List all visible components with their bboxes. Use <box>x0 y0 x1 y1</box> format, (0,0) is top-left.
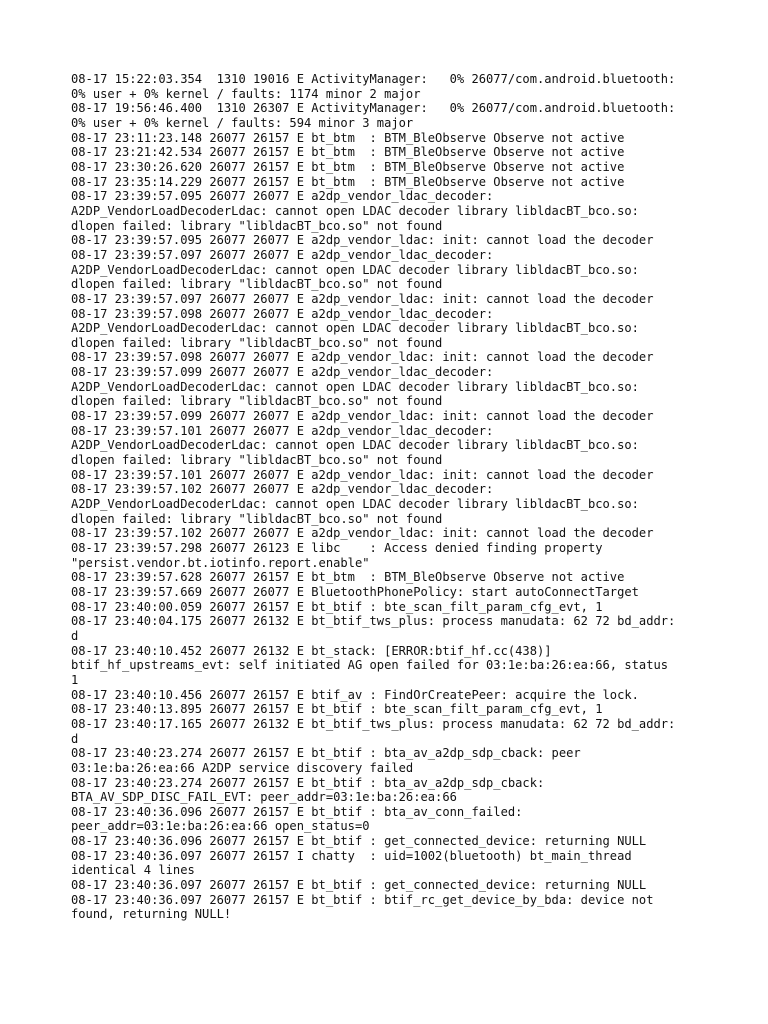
log-line: A2DP_VendorLoadDecoderLdac: cannot open LDAC decoder library libldacBT_bco.so: <box>71 438 639 453</box>
log-line: A2DP_VendorLoadDecoderLdac: cannot open LDAC decoder library libldacBT_bco.so: <box>71 379 639 394</box>
log-line: 08-17 23:21:42.534 26077 26157 E bt_btm : BTM_BleObserve Observe not active <box>71 145 625 160</box>
log-line: 08-17 23:39:57.099 26077 26077 E a2dp_vendor_ldac: init: cannot load the decoder <box>71 409 654 424</box>
log-line: 08-17 23:40:23.274 26077 26157 E bt_btif : bta_av_a2dp_sdp_cback: peer <box>71 746 581 761</box>
log-line: 08-17 23:40:23.274 26077 26157 E bt_btif : bta_av_a2dp_sdp_cback: <box>71 775 545 790</box>
log-line: 08-17 23:39:57.298 26077 26123 E libc : Access denied finding property <box>71 541 603 555</box>
log-line: dlopen failed: library "libldacBT_bco.so" not found <box>71 335 443 350</box>
log-line: found, returning NULL! <box>71 907 232 922</box>
log-line: 08-17 23:40:13.895 26077 26157 E bt_btif : bte_scan_filt_param_cfg_evt, 1 <box>71 702 603 717</box>
log-text-block <box>71 72 711 922</box>
log-line: dlopen failed: library "libldacBT_bco.so" not found <box>71 453 443 468</box>
log-line: 08-17 23:39:57.098 26077 26077 E a2dp_vendor_ldac: init: cannot load the decoder <box>71 350 654 365</box>
log-line: 08-17 23:40:36.097 26077 26157 E bt_btif : get_connected_device: returning NULL <box>71 878 647 893</box>
log-line: 0% user + 0% kernel / faults: 594 minor 3 major <box>71 115 414 130</box>
log-line: 08-17 23:40:04.175 26077 26132 E bt_btif_tws_plus: process manudata: 62 72 bd_addr: <box>71 614 676 629</box>
log-line: dlopen failed: library "libldacBT_bco.so" not found <box>71 218 443 233</box>
log-line: 08-17 23:40:36.097 26077 26157 I chatty : uid=1002(bluetooth) bt_main_thread <box>71 848 632 863</box>
log-line: 1 <box>71 672 79 687</box>
log-line: 08-17 23:39:57.101 26077 26077 E a2dp_vendor_ldac_decoder: <box>71 423 494 438</box>
log-line: 08-17 23:30:26.620 26077 26157 E bt_btm : BTM_BleObserve Observe not active <box>71 159 625 174</box>
log-line: 08-17 23:39:57.669 26077 26077 E BluetoothPhonePolicy: start autoConnectTarget <box>71 584 639 599</box>
log-line: "persist.vendor.bt.iotinfo.report.enable" <box>71 555 370 570</box>
log-line: A2DP_VendorLoadDecoderLdac: cannot open LDAC decoder library libldacBT_bco.so: <box>71 262 639 277</box>
log-line: 08-17 23:40:10.452 26077 26132 E bt_stack: [ERROR:btif_hf.cc(438)] <box>71 643 552 658</box>
log-line: A2DP_VendorLoadDecoderLdac: cannot open LDAC decoder library libldacBT_bco.so: <box>71 497 639 512</box>
log-line: peer_addr=03:1e:ba:26:ea:66 open_status=0 <box>71 819 370 834</box>
log-line: 08-17 23:11:23.148 26077 26157 E bt_btm : BTM_BleObserve Observe not active <box>71 130 625 145</box>
log-line: 08-17 23:39:57.099 26077 26077 E a2dp_vendor_ldac_decoder: <box>71 365 494 380</box>
log-line: 08-17 23:39:57.101 26077 26077 E a2dp_vendor_ldac: init: cannot load the decoder <box>71 467 654 482</box>
log-line: 08-17 23:39:57.095 26077 26077 E a2dp_vendor_ldac: init: cannot load the decoder <box>71 233 654 248</box>
log-line: dlopen failed: library "libldacBT_bco.so" not found <box>71 511 443 526</box>
log-line: 08-17 23:40:36.096 26077 26157 E bt_btif : get_connected_device: returning NULL <box>71 834 647 849</box>
log-line: 08-17 23:39:57.097 26077 26077 E a2dp_vendor_ldac_decoder: <box>71 247 494 262</box>
log-line: A2DP_VendorLoadDecoderLdac: cannot open LDAC decoder library libldacBT_bco.so: <box>71 203 639 218</box>
log-line: 08-17 23:40:36.096 26077 26157 E bt_btif : bta_av_conn_failed: <box>71 804 523 819</box>
log-line: 08-17 23:39:57.102 26077 26077 E a2dp_vendor_ldac_decoder: <box>71 482 494 497</box>
log-line: 08-17 23:39:57.098 26077 26077 E a2dp_vendor_ldac_decoder: <box>71 306 494 321</box>
log-line: d <box>71 731 79 746</box>
log-line: 03:1e:ba:26:ea:66 A2DP service discovery failed <box>71 760 414 775</box>
log-line: dlopen failed: library "libldacBT_bco.so" not found <box>71 394 443 409</box>
log-line: 08-17 23:39:57.628 26077 26157 E bt_btm : BTM_BleObserve Observe not active <box>71 570 625 585</box>
log-line: 08-17 23:39:57.095 26077 26077 E a2dp_vendor_ldac_decoder: <box>71 189 494 204</box>
log-line: btif_hf_upstreams_evt: self initiated AG open failed for 03:1e:ba:26:ea:66, status <box>71 658 669 673</box>
log-line: 08-17 23:39:57.097 26077 26077 E a2dp_vendor_ldac: init: cannot load the decoder <box>71 291 654 306</box>
log-line: 08-17 23:40:17.165 26077 26132 E bt_btif_tws_plus: process manudata: 62 72 bd_addr: <box>71 716 676 731</box>
log-line: d <box>71 628 79 643</box>
log-line: A2DP_VendorLoadDecoderLdac: cannot open LDAC decoder library libldacBT_bco.so: <box>71 321 639 336</box>
log-line: 08-17 15:22:03.354 1310 19016 E ActivityManager: 0% 26077/com.android.bluetooth: <box>71 72 676 86</box>
log-line: 08-17 23:40:10.456 26077 26157 E btif_av : FindOrCreatePeer: acquire the lock. <box>71 687 639 702</box>
log-line: 08-17 19:56:46.400 1310 26307 E ActivityManager: 0% 26077/com.android.bluetooth: <box>71 101 676 116</box>
log-line: identical 4 lines <box>71 863 195 878</box>
log-line: BTA_AV_SDP_DISC_FAIL_EVT: peer_addr=03:1e:ba:26:ea:66 <box>71 790 457 805</box>
log-line: dlopen failed: library "libldacBT_bco.so" not found <box>71 277 443 292</box>
log-line: 08-17 23:39:57.102 26077 26077 E a2dp_vendor_ldac: init: cannot load the decoder <box>71 526 654 541</box>
log-line: 0% user + 0% kernel / faults: 1174 minor 2 major <box>71 86 421 101</box>
log-line: 08-17 23:40:36.097 26077 26157 E bt_btif : btif_rc_get_device_by_bda: device not <box>71 892 654 907</box>
log-line: 08-17 23:35:14.229 26077 26157 E bt_btm : BTM_BleObserve Observe not active <box>71 174 625 189</box>
log-line: 08-17 23:40:00.059 26077 26157 E bt_btif : bte_scan_filt_param_cfg_evt, 1 <box>71 599 603 614</box>
